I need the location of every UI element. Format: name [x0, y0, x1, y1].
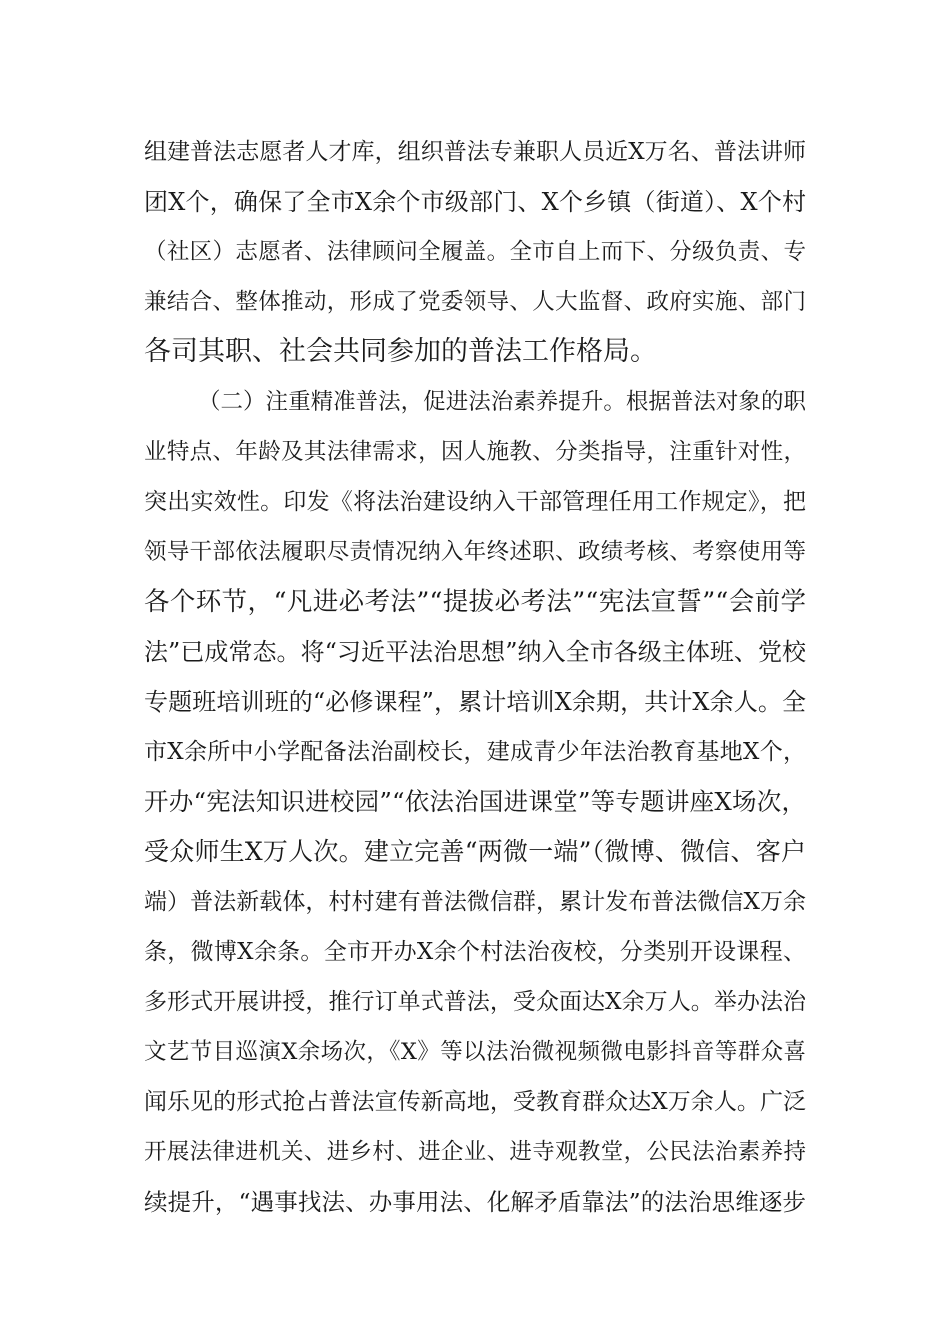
- section-heading-line: （二）注重精准普法，促进法治素养提升。根据普法对象的职: [198, 389, 806, 415]
- paragraph-line: 兼结合、整体推动，形成了党委领导、人大监督、政府实施、部门: [144, 289, 806, 315]
- paragraph-line: 法”已成常态。将“习近平法治思想”纳入全市各级主体班、党校: [144, 638, 806, 666]
- paragraph-line: 多形式开展讲授，推行订单式普法，受众面达X余万人。举办法治: [144, 989, 806, 1015]
- paragraph-line: 受众师生X万人次。建立完善“两微一端”（微博、微信、客户: [144, 837, 806, 866]
- paragraph-line: 专题班培训班的“必修课程”，累计培训X余期，共计X余人。全: [144, 688, 806, 716]
- paragraph-line: 突出实效性。印发《将法治建设纳入干部管理任用工作规定》，把: [144, 489, 806, 515]
- paragraph-line: 各个环节，“凡进必考法”“提拔必考法”“宪法宣誓”“会前学: [144, 587, 806, 617]
- paragraph-line: 闻乐见的形式抢占普法宣传新高地，受教育群众达X万余人。广泛: [144, 1089, 806, 1115]
- paragraph-line: 领导干部依法履职尽责情况纳入年终述职、政绩考核、考察使用等: [144, 539, 806, 565]
- paragraph-line: 业特点、年龄及其法律需求，因人施教、分类指导，注重针对性，: [144, 439, 806, 465]
- paragraph-line: 开办“宪法知识进校园”“依法治国进课堂”等专题讲座X场次，: [144, 787, 806, 816]
- paragraph-line: 条，微博X余条。全市开办X余个村法治夜校，分类别开设课程、: [144, 939, 806, 965]
- paragraph-line: 续提升，“遇事找法、办事用法、化解矛盾靠法”的法治思维逐步: [144, 1188, 806, 1216]
- paragraph-line: 团X个，确保了全市X余个市级部门、X个乡镇（街道）、X个村: [144, 188, 806, 216]
- paragraph-line: 各司其职、社会共同参加的普法工作格局。: [144, 336, 657, 367]
- paragraph-line: 开展法律进机关、进乡村、进企业、进寺观教堂，公民法治素养持: [144, 1139, 806, 1165]
- paragraph-line: 文艺节目巡演X余场次，《X》等以法治微视频微电影抖音等群众喜: [144, 1039, 806, 1065]
- paragraph-line: 组建普法志愿者人才库，组织普法专兼职人员近X万名、普法讲师: [144, 139, 806, 165]
- paragraph-line: 市X余所中小学配备法治副校长，建成青少年法治教育基地X个，: [144, 739, 806, 765]
- paragraph-line: （社区）志愿者、法律顾问全履盖。全市自上而下、分级负责、专: [144, 239, 806, 265]
- paragraph-line: 端）普法新载体，村村建有普法微信群，累计发布普法微信X万余: [144, 889, 806, 915]
